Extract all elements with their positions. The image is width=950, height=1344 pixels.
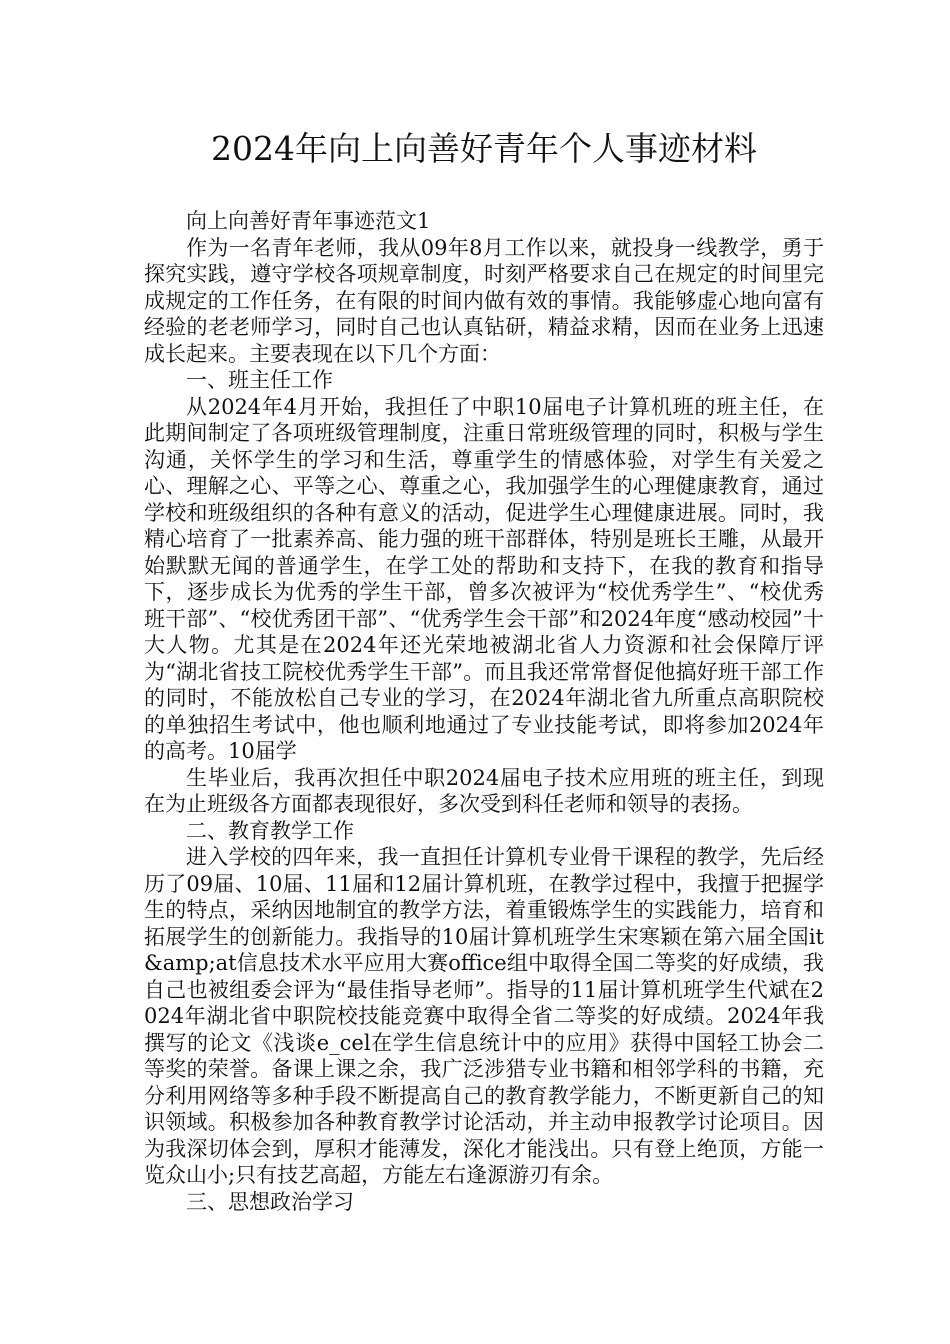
paragraph-subtitle: 向上向善好青年事迹范文1 [186,209,431,233]
document-page [144,128,824,1215]
section-heading-2: 二、教育教学工作 [186,818,354,843]
paragraph-class-teacher-continued: 生毕业后，我再次担任中职2024届电子技术应用班的班主任，到现在为止班级各方面都表现很好，多次受到科任老师和领导的表扬。 [144,765,824,816]
document-title: 2024年向上向善好青年个人事迹材料 [211,129,757,168]
paragraph-teaching: 进入学校的四年来，我一直担任计算机专业骨干课程的教学，先后经历了09届、10届、11届和12届计算机班，在教学过程中，我擅于把握学生的特点，采纳因地制宜的教学方法，着重锻炼学生的实践能力，培育和拓展学生的创新能力。我指导的10届计算机班学生宋寒颖在第六届全国it&amp;at信息技术水平应用大赛office组中取得全国二等奖的好成绩，我自己也被组委会评为“最佳指导老师”。指导的11届计算机班学生代斌在2024年湖北省中职院校技能竞赛中取得全省二等奖的好成绩。2024年我撰写的论文《浅谈e_cel在学生信息统计中的应用》获得中国轻工协会二等奖的荣誉。备课上课之余，我广泛涉猎专业书籍和相邻学科的书籍，充分利用网络等多种手段不断提高自己的教育教学能力，不断更新自己的知识领域。积极参加各种教育教学讨论活动，并主动申报教学讨论项目。因为我深切体会到，厚积才能薄发，深化才能浅出。只有登上绝顶，方能一览众山小;只有技艺高超，方能左右逢源游刃有余。 [144,845,824,1187]
section-heading-3: 三、思想政治学习 [186,1189,354,1214]
paragraph-class-teacher: 从2024年4月开始，我担任了中职10届电子计算机班的班主任，在此期间制定了各项班级管理制度，注重日常班级管理的同时，积极与学生沟通，关怀学生的学习和生活，尊重学生的情感体验，对学生有关爱之心、理解之心、平等之心、尊重之心，我加强学生的心理健康教育，通过学校和班级组织的各种有意义的活动，促进学生心理健康进展。同时，我精心培育了一批素养高、能力强的班干部群体，特别是班长王雕，从最开始默默无闻的普通学生，在学工处的帮助和支持下，在我的教育和指导下，逐步成长为优秀的学生干部，曾多次被评为“校优秀学生”、“校优秀班干部”、“校优秀团干部”、“优秀学生会干部”和2024年度“感动校园”十大人物。尤其是在2024年还光荣地被湖北省人力资源和社会保障厅评为“湖北省技工院校优秀学生干部”。而且我还常常督促他搞好班干部工作的同时，不能放松自己专业的学习，在2024年湖北省九所重点高职院校的单独招生考试中，他也顺利地通过了专业技能考试，即将参加2024年的高考。10届学 [144,394,824,763]
section-heading-1: 一、班主任工作 [186,368,333,392]
paragraph-intro: 作为一名青年老师，我从09年8月工作以来，就投身一线教学，勇于探究实践，遵守学校各项规章制度，时刻严格要求自己在规定的时间里完成规定的工作任务，在有限的时间内做有效的事情。我能够虚心地向富有经验的老老师学习，同时自己也认真钻研，精益求精，因而在业务上迅速成长起来。主要表现在以下几个方面： [144,235,824,366]
